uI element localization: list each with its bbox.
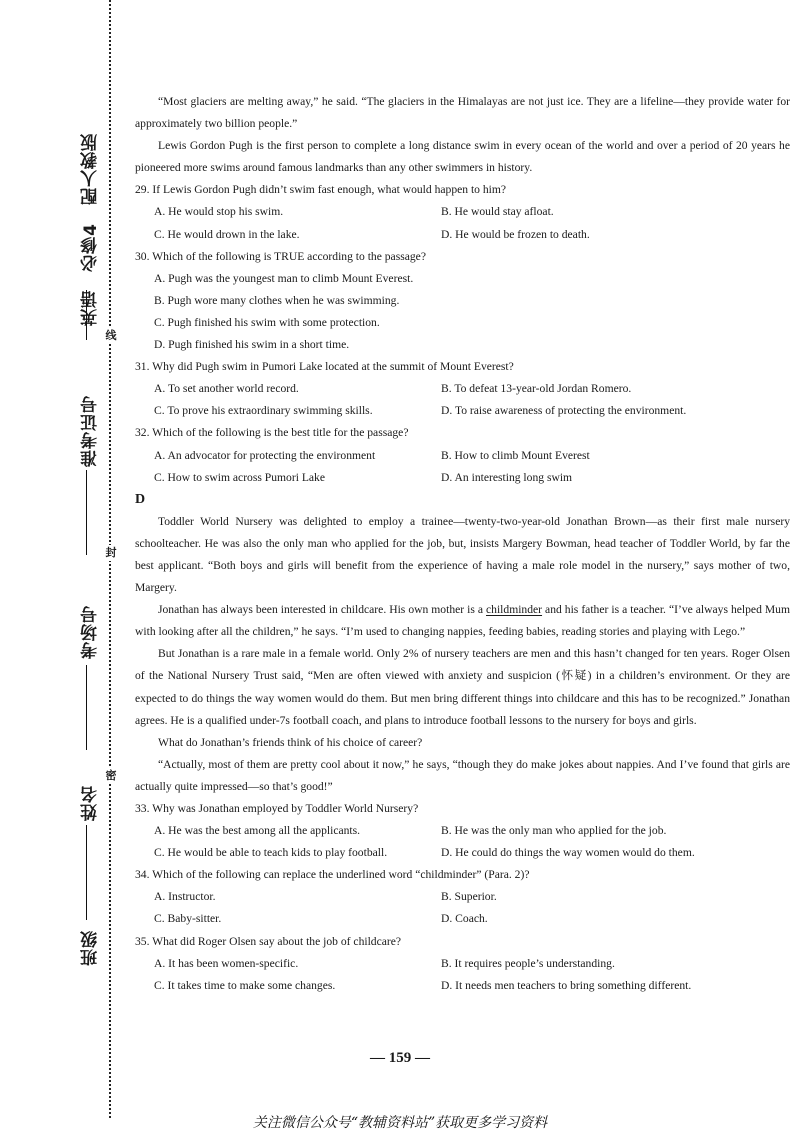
intro-paragraph-2: Lewis Gordon Pugh is the first person to complete a long distance swim in every ocean of the world and over a period of 20 years he pioneered more swims around famous landmarks than any other swimmers in history. xyxy=(135,139,790,175)
question-34-stem: 34. Which of the following can replace the underlined word “childminder” (Para. 2)? xyxy=(135,868,530,882)
passage-d-paragraph-5: “Actually, most of them are pretty cool about it now,” he says, “though they do make jokes about nappies. And I’ve found that girls are actually quite impressed—so that’s good!” xyxy=(135,757,790,793)
margin-rule-room xyxy=(86,665,87,750)
paragraph-2-text-before: Jonathan has always been interested in childcare. His own mother is a xyxy=(158,603,487,617)
page-number: — 159 — xyxy=(370,1050,430,1066)
option-34-b[interactable]: B. Superior. xyxy=(441,890,497,904)
option-34-a[interactable]: A. Instructor. xyxy=(154,890,216,904)
margin-rule-book xyxy=(86,290,87,340)
question-33-stem: 33. Why was Jonathan employed by Toddler World Nursery? xyxy=(135,802,419,815)
margin-exam-number-label: 准考证号 xyxy=(81,395,101,467)
option-35-d[interactable]: D. It needs men teachers to bring something different. xyxy=(441,978,692,992)
question-31-options xyxy=(135,378,790,422)
option-35-b[interactable]: B. It requires people’s understanding. xyxy=(441,956,615,970)
option-31-b[interactable]: B. To defeat 13-year-old Jordan Romero. xyxy=(441,382,632,396)
option-30-b[interactable]: B. Pugh wore many clothes when he was swimming. xyxy=(154,293,400,307)
option-33-d[interactable]: D. He could do things the way women would do them. xyxy=(441,846,695,860)
option-33-a[interactable]: A. He was the best among all the applicants. xyxy=(154,824,361,838)
option-31-d[interactable]: D. To raise awareness of protecting the environment. xyxy=(441,404,687,418)
passage-d-paragraph-2 xyxy=(135,599,790,643)
option-29-a[interactable]: A. He would stop his swim. xyxy=(154,205,284,219)
footer-note: 关注微信公众号“教辅资料站”获取更多学习资料 xyxy=(252,1115,548,1131)
margin-class-label: 班级 xyxy=(81,930,101,966)
option-30-a[interactable]: A. Pugh was the youngest man to climb Mount Everest. xyxy=(154,271,414,285)
option-32-c[interactable]: C. How to swim across Pumori Lake xyxy=(154,470,325,484)
option-31-c[interactable]: C. To prove his extraordinary swimming skills. xyxy=(154,404,373,418)
option-32-a[interactable]: A. An advocator for protecting the environment xyxy=(154,448,376,462)
passage-d-paragraph-4: What do Jonathan’s friends think of his choice of career? xyxy=(158,735,423,749)
option-35-c[interactable]: C. It takes time to make some changes. xyxy=(154,978,336,992)
seal-xian: 线 xyxy=(105,329,117,342)
margin-book-label: 英语 必修4 配人教版 xyxy=(81,133,101,326)
option-29-b[interactable]: B. He would stay afloat. xyxy=(441,205,554,219)
seal-mi: 密 xyxy=(105,769,117,782)
question-35-options xyxy=(135,953,790,997)
option-29-d[interactable]: D. He would be frozen to death. xyxy=(441,227,590,241)
question-35-stem: 35. What did Roger Olsen say about the job of childcare? xyxy=(135,934,402,948)
paragraph-2-text-after: and his father is a teacher. “I’ve always helped Mum with looking after all the children,” he says. “I’m used to changing nappies, feeding babies, reading stories and playing with Lego.” xyxy=(135,603,790,639)
option-32-b[interactable]: B. How to climb Mount Everest xyxy=(441,448,590,462)
margin-room-label: 考场号 xyxy=(81,605,101,659)
section-d-heading: D xyxy=(135,491,146,507)
question-31-stem: 31. Why did Pugh swim in Pumori Lake located at the summit of Mount Everest? xyxy=(135,360,514,374)
question-29-stem: 29. If Lewis Gordon Pugh didn’t swim fast enough, what would happen to him? xyxy=(135,183,507,197)
option-34-c[interactable]: C. Baby-sitter. xyxy=(154,912,222,926)
option-29-c[interactable]: C. He would drown in the lake. xyxy=(154,227,300,241)
option-33-b[interactable]: B. He was the only man who applied for the job. xyxy=(441,824,667,838)
question-32-stem: 32. Which of the following is the best title for the passage? xyxy=(135,426,409,440)
question-33-options xyxy=(135,820,790,864)
question-30-stem: 30. Which of the following is TRUE according to the passage? xyxy=(135,249,426,263)
underlined-word-childminder: childminder xyxy=(486,603,543,617)
question-29-options xyxy=(135,201,790,245)
margin-rule-exam-number xyxy=(86,470,87,555)
option-33-c[interactable]: C. He would be able to teach kids to play football. xyxy=(154,846,388,860)
page-content xyxy=(135,91,790,997)
option-34-d[interactable]: D. Coach. xyxy=(441,912,488,926)
option-30-c[interactable]: C. Pugh finished his swim with some protection. xyxy=(154,315,380,329)
question-34-options xyxy=(135,886,790,930)
option-30-d[interactable]: D. Pugh finished his swim in a short time. xyxy=(154,338,350,352)
margin-rule-name xyxy=(86,825,87,920)
passage-d-paragraph-1: Toddler World Nursery was delighted to employ a trainee—twenty-two-year-old Jonathan Brown—as their first male nursery schoolteacher. He was also the only man who applied for the job, but, insists Margery Bowman, head teacher of Toddler World, by far the best applicant. “Both boys and girls will benefit from the experience of having a male role model in the nursery,” says mother of two, Margery. xyxy=(135,514,790,595)
question-30-options xyxy=(135,268,790,356)
question-32-options xyxy=(135,445,790,489)
margin-name-label: 姓名 xyxy=(81,785,101,821)
intro-paragraph-1: “Most glaciers are melting away,” he said. “The glaciers in the Himalayas are not just ice. They are a lifeline—they provide water for approximately two billion people.” xyxy=(135,95,790,131)
option-32-d[interactable]: D. An interesting long swim xyxy=(441,470,573,484)
option-35-a[interactable]: A. It has been women-specific. xyxy=(154,956,299,970)
seal-feng: 封 xyxy=(105,546,117,559)
passage-d-paragraph-3: But Jonathan is a rare male in a female world. Only 2% of nursery teachers are men and this hasn’t changed for ten years. Roger Olsen of the National Nursery Trust said, “Men are often viewed with anxiety and suspicion (怀疑) in a children’s environment. Or they are expected to do things the way women would do them. But men bring different things into childcare and this has to be recognized.” Jonathan agrees. He is a qualified under-7s football coach, and plans to introduce football lessons to the nursery for boys and girls. xyxy=(135,647,790,727)
option-31-a[interactable]: A. To set another world record. xyxy=(154,382,299,396)
